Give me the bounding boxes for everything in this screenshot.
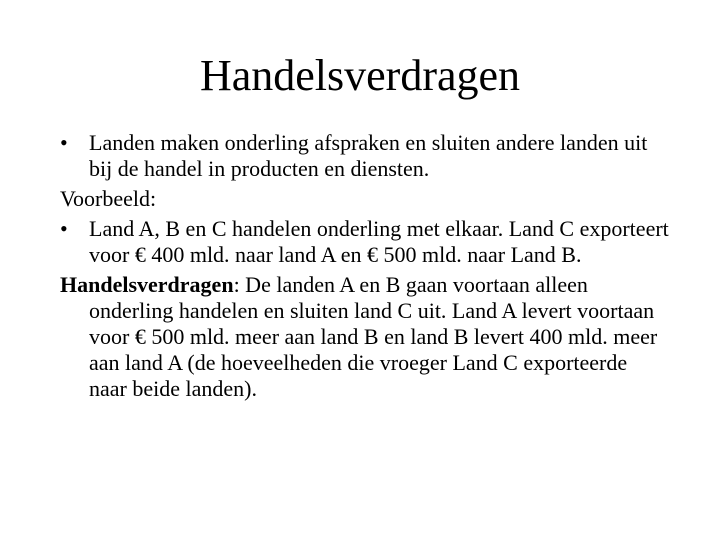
definition-paragraph [60, 272, 670, 402]
slide-body [60, 130, 670, 402]
example-label: Voorbeeld: [60, 186, 157, 211]
bullet-marker: • [60, 216, 68, 241]
bullet-item-1 [60, 130, 670, 182]
slide-title: Handelsverdragen [199, 51, 521, 100]
definition-text: : De landen A en B gaan voortaan alleen onderling handelen en sluiten land C uit. Land A levert voortaan voor € 500 mld. meer aan land B en land B levert 400 mld. meer aan land A (de hoeveelheden die vroeger Land C exporteerde naar beide landen). [89, 272, 658, 401]
definition-term: Handelsverdragen [60, 272, 234, 297]
bullet-item-2 [60, 216, 670, 268]
bullet-marker: • [60, 130, 68, 155]
bullet-item-2-text: Land A, B en C handelen onderling met elkaar. Land C exporteert voor € 400 mld. naar land A en € 500 mld. naar Land B. [89, 216, 669, 267]
bullet-item-1-text: Landen maken onderling afspraken en sluiten andere landen uit bij de handel in producten en diensten. [89, 130, 648, 181]
